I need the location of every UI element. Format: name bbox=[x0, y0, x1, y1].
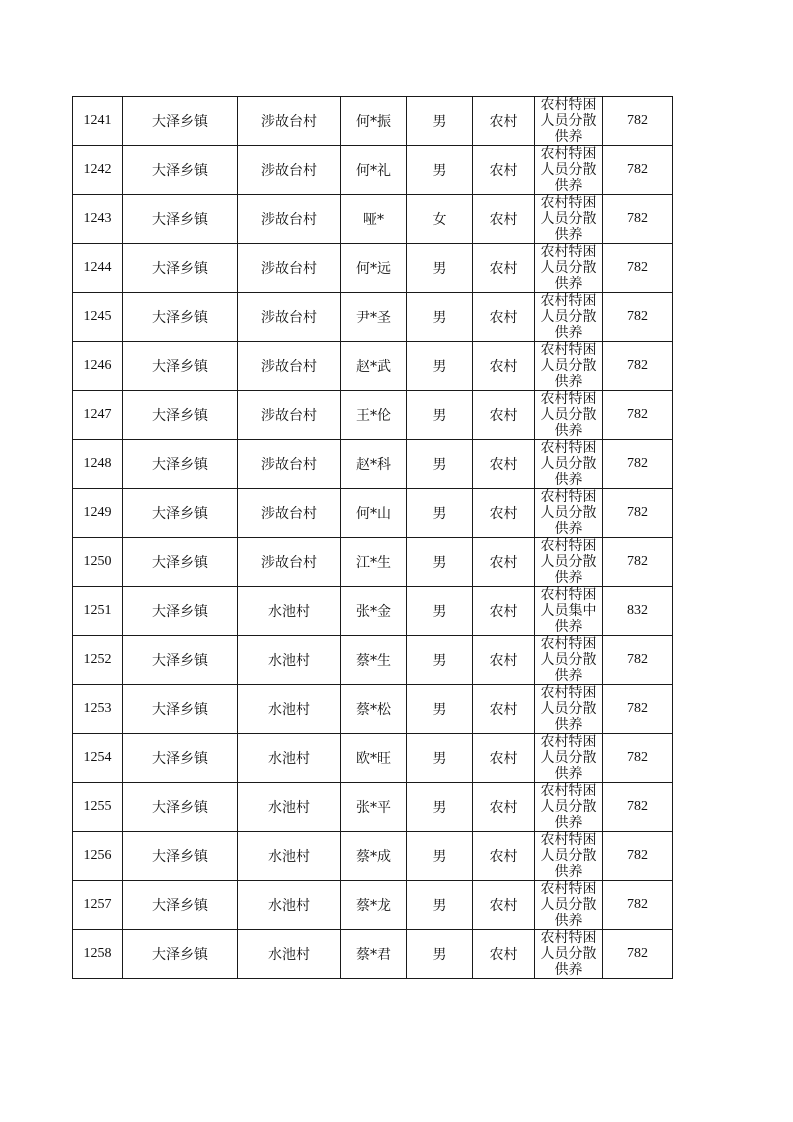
category-text: 农村特困人员分散供养 bbox=[540, 342, 597, 389]
cell-category bbox=[535, 538, 603, 587]
cell-town: 大泽乡镇 bbox=[123, 587, 238, 636]
category-text: 农村特困人员分散供养 bbox=[540, 489, 597, 536]
cell-residence: 农村 bbox=[473, 195, 535, 244]
table-row bbox=[73, 881, 673, 930]
cell-residence: 农村 bbox=[473, 685, 535, 734]
cell-amount: 782 bbox=[603, 146, 673, 195]
cell-category bbox=[535, 685, 603, 734]
cell-category bbox=[535, 244, 603, 293]
cell-residence: 农村 bbox=[473, 146, 535, 195]
roster-table bbox=[72, 96, 673, 979]
cell-category bbox=[535, 97, 603, 146]
category-text: 农村特困人员分散供养 bbox=[540, 195, 597, 242]
table-row bbox=[73, 195, 673, 244]
cell-village: 涉故台村 bbox=[238, 195, 341, 244]
cell-gender: 男 bbox=[407, 146, 473, 195]
cell-gender: 男 bbox=[407, 538, 473, 587]
cell-name: 王*伦 bbox=[341, 391, 407, 440]
cell-residence: 农村 bbox=[473, 538, 535, 587]
cell-name: 何*振 bbox=[341, 97, 407, 146]
cell-gender: 男 bbox=[407, 293, 473, 342]
cell-amount: 782 bbox=[603, 195, 673, 244]
cell-amount: 782 bbox=[603, 342, 673, 391]
cell-number: 1255 bbox=[73, 783, 123, 832]
cell-village: 涉故台村 bbox=[238, 489, 341, 538]
table-row bbox=[73, 489, 673, 538]
cell-number: 1243 bbox=[73, 195, 123, 244]
cell-number: 1249 bbox=[73, 489, 123, 538]
roster-body bbox=[73, 97, 673, 979]
category-text: 农村特困人员分散供养 bbox=[540, 783, 597, 830]
cell-number: 1257 bbox=[73, 881, 123, 930]
cell-gender: 男 bbox=[407, 734, 473, 783]
cell-village: 涉故台村 bbox=[238, 538, 341, 587]
table-row bbox=[73, 391, 673, 440]
cell-number: 1251 bbox=[73, 587, 123, 636]
category-text: 农村特困人员分散供养 bbox=[540, 293, 597, 340]
cell-amount: 782 bbox=[603, 391, 673, 440]
table-row bbox=[73, 783, 673, 832]
cell-town: 大泽乡镇 bbox=[123, 489, 238, 538]
cell-town: 大泽乡镇 bbox=[123, 538, 238, 587]
cell-category bbox=[535, 881, 603, 930]
table-row bbox=[73, 244, 673, 293]
cell-village: 水池村 bbox=[238, 881, 341, 930]
cell-amount: 782 bbox=[603, 538, 673, 587]
cell-number: 1245 bbox=[73, 293, 123, 342]
cell-name: 蔡*君 bbox=[341, 930, 407, 979]
category-text: 农村特困人员分散供养 bbox=[540, 734, 597, 781]
cell-number: 1256 bbox=[73, 832, 123, 881]
cell-category bbox=[535, 391, 603, 440]
cell-number: 1246 bbox=[73, 342, 123, 391]
cell-number: 1244 bbox=[73, 244, 123, 293]
cell-gender: 男 bbox=[407, 881, 473, 930]
cell-village: 水池村 bbox=[238, 832, 341, 881]
cell-gender: 男 bbox=[407, 97, 473, 146]
cell-village: 涉故台村 bbox=[238, 146, 341, 195]
cell-town: 大泽乡镇 bbox=[123, 244, 238, 293]
cell-town: 大泽乡镇 bbox=[123, 636, 238, 685]
cell-village: 水池村 bbox=[238, 587, 341, 636]
cell-residence: 农村 bbox=[473, 391, 535, 440]
cell-amount: 782 bbox=[603, 832, 673, 881]
table-row bbox=[73, 685, 673, 734]
cell-category bbox=[535, 636, 603, 685]
table-row bbox=[73, 832, 673, 881]
cell-gender: 男 bbox=[407, 440, 473, 489]
cell-village: 涉故台村 bbox=[238, 440, 341, 489]
cell-amount: 782 bbox=[603, 293, 673, 342]
cell-town: 大泽乡镇 bbox=[123, 97, 238, 146]
cell-name: 赵*武 bbox=[341, 342, 407, 391]
cell-amount: 782 bbox=[603, 930, 673, 979]
cell-name: 欧*旺 bbox=[341, 734, 407, 783]
cell-category bbox=[535, 195, 603, 244]
cell-number: 1242 bbox=[73, 146, 123, 195]
cell-name: 蔡*成 bbox=[341, 832, 407, 881]
cell-name: 蔡*生 bbox=[341, 636, 407, 685]
cell-number: 1241 bbox=[73, 97, 123, 146]
cell-village: 水池村 bbox=[238, 734, 341, 783]
table-row bbox=[73, 293, 673, 342]
cell-name: 蔡*松 bbox=[341, 685, 407, 734]
cell-name: 张*平 bbox=[341, 783, 407, 832]
category-text: 农村特困人员分散供养 bbox=[540, 930, 597, 977]
cell-number: 1254 bbox=[73, 734, 123, 783]
category-text: 农村特困人员分散供养 bbox=[540, 636, 597, 683]
table-row bbox=[73, 636, 673, 685]
cell-town: 大泽乡镇 bbox=[123, 391, 238, 440]
cell-residence: 农村 bbox=[473, 489, 535, 538]
cell-residence: 农村 bbox=[473, 783, 535, 832]
table-row bbox=[73, 440, 673, 489]
cell-village: 水池村 bbox=[238, 930, 341, 979]
cell-gender: 男 bbox=[407, 391, 473, 440]
cell-number: 1253 bbox=[73, 685, 123, 734]
cell-village: 水池村 bbox=[238, 636, 341, 685]
cell-town: 大泽乡镇 bbox=[123, 783, 238, 832]
table-row bbox=[73, 97, 673, 146]
cell-residence: 农村 bbox=[473, 636, 535, 685]
cell-name: 尹*圣 bbox=[341, 293, 407, 342]
category-text: 农村特困人员分散供养 bbox=[540, 832, 597, 879]
cell-gender: 男 bbox=[407, 636, 473, 685]
cell-category bbox=[535, 342, 603, 391]
cell-name: 江*生 bbox=[341, 538, 407, 587]
cell-amount: 782 bbox=[603, 489, 673, 538]
cell-residence: 农村 bbox=[473, 930, 535, 979]
cell-number: 1248 bbox=[73, 440, 123, 489]
cell-category bbox=[535, 930, 603, 979]
cell-amount: 782 bbox=[603, 244, 673, 293]
cell-name: 蔡*龙 bbox=[341, 881, 407, 930]
cell-category bbox=[535, 293, 603, 342]
cell-village: 水池村 bbox=[238, 685, 341, 734]
category-text: 农村特困人员集中供养 bbox=[540, 587, 597, 634]
cell-category bbox=[535, 489, 603, 538]
cell-gender: 男 bbox=[407, 832, 473, 881]
category-text: 农村特困人员分散供养 bbox=[540, 440, 597, 487]
cell-residence: 农村 bbox=[473, 244, 535, 293]
cell-amount: 782 bbox=[603, 783, 673, 832]
table-row bbox=[73, 930, 673, 979]
cell-village: 涉故台村 bbox=[238, 97, 341, 146]
cell-number: 1250 bbox=[73, 538, 123, 587]
cell-gender: 男 bbox=[407, 489, 473, 538]
cell-name: 何*山 bbox=[341, 489, 407, 538]
cell-amount: 782 bbox=[603, 881, 673, 930]
cell-gender: 男 bbox=[407, 685, 473, 734]
cell-category bbox=[535, 146, 603, 195]
cell-town: 大泽乡镇 bbox=[123, 293, 238, 342]
cell-town: 大泽乡镇 bbox=[123, 440, 238, 489]
cell-amount: 832 bbox=[603, 587, 673, 636]
cell-residence: 农村 bbox=[473, 293, 535, 342]
cell-village: 水池村 bbox=[238, 783, 341, 832]
cell-category bbox=[535, 783, 603, 832]
cell-village: 涉故台村 bbox=[238, 342, 341, 391]
cell-amount: 782 bbox=[603, 440, 673, 489]
cell-town: 大泽乡镇 bbox=[123, 195, 238, 244]
table-row bbox=[73, 342, 673, 391]
cell-gender: 男 bbox=[407, 930, 473, 979]
cell-name: 哑* bbox=[341, 195, 407, 244]
category-text: 农村特困人员分散供养 bbox=[540, 97, 597, 144]
cell-town: 大泽乡镇 bbox=[123, 832, 238, 881]
cell-gender: 男 bbox=[407, 783, 473, 832]
cell-residence: 农村 bbox=[473, 342, 535, 391]
cell-amount: 782 bbox=[603, 685, 673, 734]
category-text: 农村特困人员分散供养 bbox=[540, 685, 597, 732]
cell-number: 1247 bbox=[73, 391, 123, 440]
cell-name: 赵*科 bbox=[341, 440, 407, 489]
cell-name: 何*远 bbox=[341, 244, 407, 293]
table-row bbox=[73, 146, 673, 195]
category-text: 农村特困人员分散供养 bbox=[540, 881, 597, 928]
cell-village: 涉故台村 bbox=[238, 244, 341, 293]
cell-category bbox=[535, 587, 603, 636]
cell-town: 大泽乡镇 bbox=[123, 685, 238, 734]
cell-amount: 782 bbox=[603, 636, 673, 685]
category-text: 农村特困人员分散供养 bbox=[540, 146, 597, 193]
category-text: 农村特困人员分散供养 bbox=[540, 538, 597, 585]
table-row bbox=[73, 734, 673, 783]
cell-residence: 农村 bbox=[473, 440, 535, 489]
cell-name: 张*金 bbox=[341, 587, 407, 636]
cell-residence: 农村 bbox=[473, 587, 535, 636]
cell-town: 大泽乡镇 bbox=[123, 146, 238, 195]
cell-gender: 男 bbox=[407, 587, 473, 636]
cell-village: 涉故台村 bbox=[238, 293, 341, 342]
cell-residence: 农村 bbox=[473, 97, 535, 146]
cell-amount: 782 bbox=[603, 734, 673, 783]
cell-number: 1252 bbox=[73, 636, 123, 685]
category-text: 农村特困人员分散供养 bbox=[540, 391, 597, 438]
cell-number: 1258 bbox=[73, 930, 123, 979]
cell-category bbox=[535, 734, 603, 783]
cell-town: 大泽乡镇 bbox=[123, 734, 238, 783]
table-row bbox=[73, 587, 673, 636]
cell-category bbox=[535, 832, 603, 881]
cell-residence: 农村 bbox=[473, 881, 535, 930]
cell-name: 何*礼 bbox=[341, 146, 407, 195]
cell-category bbox=[535, 440, 603, 489]
cell-village: 涉故台村 bbox=[238, 391, 341, 440]
cell-gender: 男 bbox=[407, 244, 473, 293]
cell-amount: 782 bbox=[603, 97, 673, 146]
cell-town: 大泽乡镇 bbox=[123, 930, 238, 979]
category-text: 农村特困人员分散供养 bbox=[540, 244, 597, 291]
table-row bbox=[73, 538, 673, 587]
cell-residence: 农村 bbox=[473, 832, 535, 881]
cell-residence: 农村 bbox=[473, 734, 535, 783]
cell-gender: 女 bbox=[407, 195, 473, 244]
cell-town: 大泽乡镇 bbox=[123, 881, 238, 930]
cell-gender: 男 bbox=[407, 342, 473, 391]
cell-town: 大泽乡镇 bbox=[123, 342, 238, 391]
